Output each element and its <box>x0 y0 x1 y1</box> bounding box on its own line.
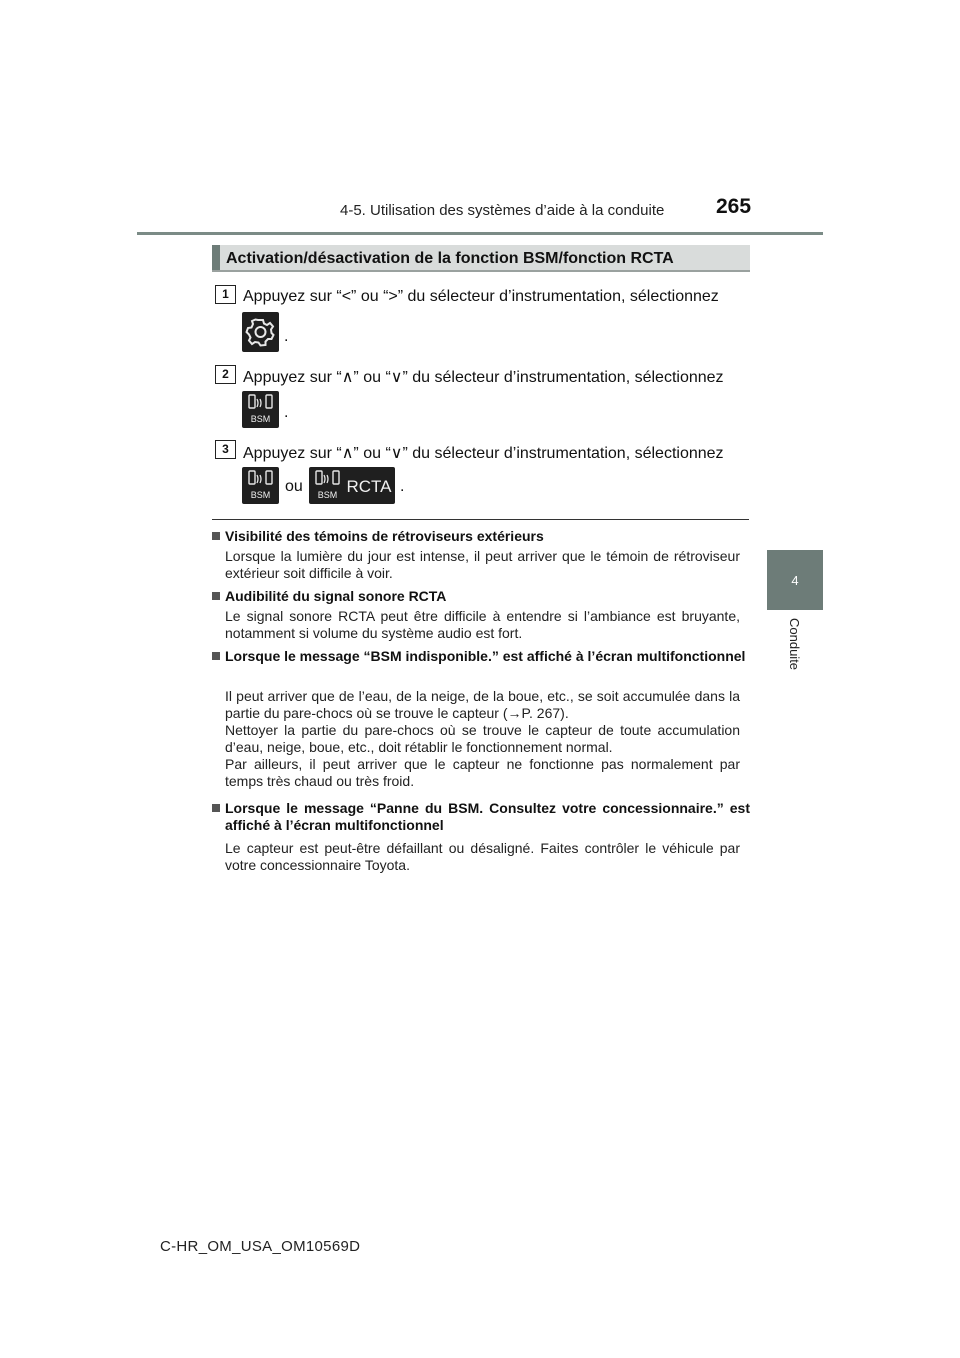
note-bullet-icon <box>212 652 220 660</box>
bsm-icon <box>242 391 279 428</box>
section-heading <box>212 245 750 272</box>
page-number: 265 <box>716 195 752 218</box>
note-body-3 <box>225 688 740 790</box>
step-number-2: 2 <box>215 365 236 384</box>
notes-divider <box>212 519 749 520</box>
svg-text:RCTA: RCTA <box>346 477 392 496</box>
note-title-4: Lorsque le message “Panne du BSM. Consultez votre concessionnaire.” est affiché à l’écran multifonctionnel <box>225 800 750 833</box>
note-title-3: Lorsque le message “BSM indisponible.” est affiché à l’écran multifonctionnel <box>225 648 746 664</box>
step-number-3: 3 <box>215 440 236 459</box>
step-text-1: Appuyez sur “<” ou “>” du sélecteur d’instrumentation, sélectionnez <box>243 288 719 305</box>
chapter-number: 4 <box>791 573 799 588</box>
step-text-2: Appuyez sur “∧” ou “∨” du sélecteur d’instrumentation, sélectionnez <box>243 369 724 386</box>
step-number-1: 1 <box>215 285 236 304</box>
header-rule <box>137 232 823 235</box>
step-end-1: . <box>284 328 289 345</box>
step-end-3: . <box>400 478 405 495</box>
note-body-3-line-3: Par ailleurs, il peut arriver que le capteur ne fonctionne pas normalement par temps très chaud ou très froid. <box>225 756 740 789</box>
bsm-rcta-icon <box>309 467 395 504</box>
note-body-2: Le signal sonore RCTA peut être difficile à entendre si l’ambiance est bruyante, notamment si volume du système audio est fort. <box>225 608 740 641</box>
svg-text:BSM: BSM <box>250 414 271 424</box>
note-title-1: Visibilité des témoins de rétroviseurs extérieurs <box>225 528 544 544</box>
section-heading-text: Activation/désactivation de la fonction BSM/fonction RCTA <box>226 250 674 267</box>
note-bullet-icon <box>212 804 220 812</box>
svg-text:BSM: BSM <box>317 490 338 500</box>
bsm-icon <box>242 467 279 504</box>
svg-text:BSM: BSM <box>250 490 271 500</box>
section-heading-accent <box>212 245 220 270</box>
note-body-3-line-1: Il peut arriver que de l’eau, de la neige, de la boue, etc., se soit accumulée dans la partie du pare-chocs où se trouve le capteur (→P. 267). <box>225 688 740 721</box>
chapter-label: Conduite <box>787 618 802 671</box>
step-end-2: . <box>284 404 289 421</box>
document-code: C-HR_OM_USA_OM10569D <box>160 1238 361 1255</box>
note-bullet-icon <box>212 532 220 540</box>
note-body-4: Le capteur est peut-être défaillant ou désaligné. Faites contrôler le véhicule par votre concessionnaire Toyota. <box>225 840 740 873</box>
note-body-1: Lorsque la lumière du jour est intense, il peut arriver que le témoin de rétroviseur extérieur soit difficile à voir. <box>225 548 740 581</box>
running-header: 4-5. Utilisation des systèmes d’aide à la conduite <box>340 202 665 219</box>
note-bullet-icon <box>212 592 220 600</box>
step-or-3: ou <box>285 478 303 495</box>
step-text-3: Appuyez sur “∧” ou “∨” du sélecteur d’instrumentation, sélectionnez <box>243 445 724 462</box>
note-body-3-line-2: Nettoyer la partie du pare-chocs où se trouve le capteur de toute accumulation d’eau, neige, boue, etc., doit rétablir le fonctionnement normal. <box>225 722 740 755</box>
settings-gear-icon <box>242 312 279 352</box>
note-title-2: Audibilité du signal sonore RCTA <box>225 588 447 604</box>
